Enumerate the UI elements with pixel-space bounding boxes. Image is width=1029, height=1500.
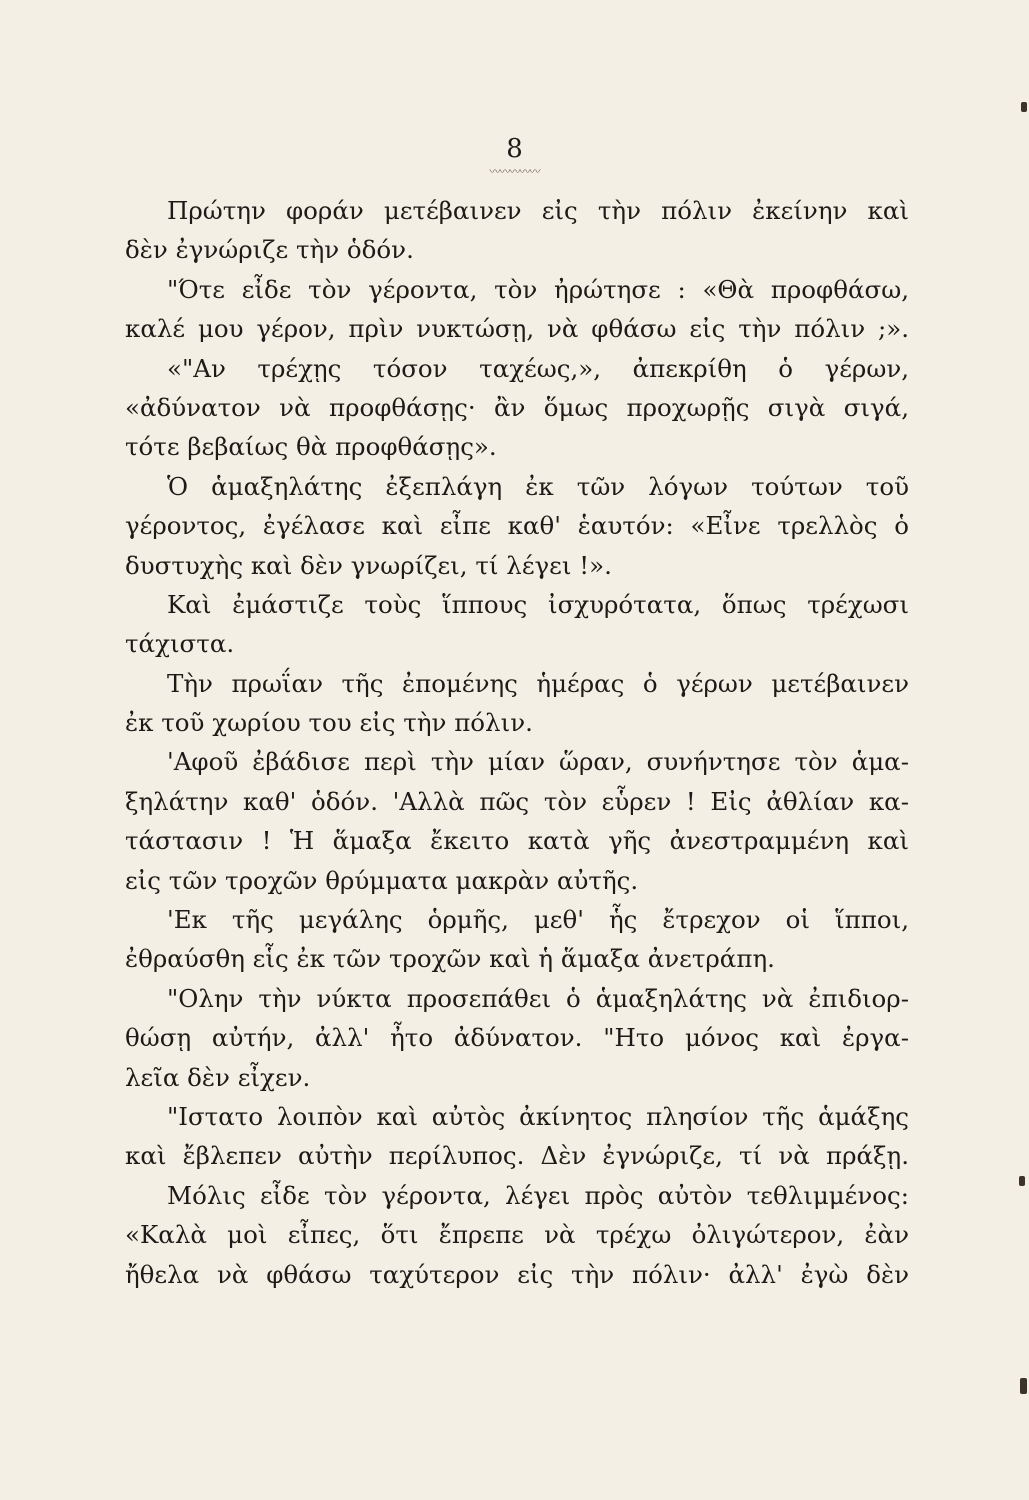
text-line: δὲν ἐγνώριζε τὴν ὁδόν. bbox=[125, 235, 414, 265]
text-line: Καὶ ἐμάστιζε τοὺς ἵππους ἰσχυρότατα, ὅπως τρέχωσι bbox=[167, 589, 909, 619]
text-line: καὶ ἔβλεπεν αὐτὴν περίλυπος. Δὲν ἐγνώριζε, τί νὰ πράξῃ. bbox=[125, 1141, 909, 1171]
text-line: Ὁ ἁμαξηλάτης ἐξεπλάγη ἐκ τῶν λόγων τούτων τοῦ bbox=[167, 471, 909, 501]
page-edge-mark bbox=[1021, 102, 1027, 112]
body-text bbox=[125, 191, 909, 1294]
page-edge-mark bbox=[1019, 1176, 1025, 1186]
page-number: 8 bbox=[506, 134, 523, 164]
text-line: ἐκ τοῦ χωρίου του εἰς τὴν πόλιν. bbox=[125, 708, 533, 738]
text-line: Τὴν πρωΐαν τῆς ἐπομένης ἡμέρας ὁ γέρων μετέβαινεν bbox=[167, 668, 909, 698]
text-line: ἤθελα νὰ φθάσω ταχύτερον εἰς τὴν πόλιν· ἀλλ' ἐγὼ δὲν bbox=[125, 1259, 909, 1289]
text-line: τάχιστα. bbox=[125, 629, 235, 659]
page-edge-mark bbox=[1020, 1378, 1027, 1394]
text-line: «Καλὰ μοὶ εἶπες, ὅτι ἔπρεπε νὰ τρέχω ὀλιγώτερον, ἐὰν bbox=[125, 1220, 909, 1250]
text-line: εἰς τῶν τροχῶν θρύμματα μακρὰν αὐτῆς. bbox=[125, 865, 639, 895]
text-line: «"Αν τρέχῃς τόσον ταχέως,», ἀπεκρίθη ὁ γέρων, bbox=[167, 353, 909, 383]
text-line: τότε βεβαίως θὰ προφθάσῃς». bbox=[125, 432, 497, 462]
text-line: "Ότε εἶδε τὸν γέροντα, τὸν ἠρώτησε : «Θὰ προφθάσω, bbox=[167, 274, 909, 304]
text-line: ξηλάτην καθ' ὁδόν. 'Αλλὰ πῶς τὸν εὗρεν ! Εἰς ἀθλίαν κα- bbox=[125, 786, 909, 816]
text-line: "Ιστατο λοιπὸν καὶ αὐτὸς ἀκίνητος πλησίον τῆς ἁμάξης bbox=[167, 1101, 909, 1131]
text-line: τάστασιν ! Ἡ ἅμαξα ἔκειτο κατὰ γῆς ἀνεστραμμένη καὶ bbox=[125, 826, 909, 856]
text-line: γέροντος, ἐγέλασε καὶ εἶπε καθ' ἑαυτόν: «Εἶνε τρελλὸς ὁ bbox=[125, 511, 909, 541]
page-number-ornament: 〰〰〰〰〰 bbox=[489, 165, 540, 178]
text-line: "Ολην τὴν νύκτα προσεπάθει ὁ ἁμαξηλάτης νὰ ἐπιδιορ- bbox=[167, 983, 909, 1013]
text-line: λεῖα δὲν εἶχεν. bbox=[125, 1062, 311, 1092]
text-line: Πρώτην φοράν μετέβαινεν εἰς τὴν πόλιν ἐκείνην καὶ bbox=[167, 196, 909, 225]
text-line: ἐθραύσθη εἷς ἐκ τῶν τροχῶν καὶ ἡ ἅμαξα ἀνετράπη. bbox=[125, 944, 775, 974]
text-line: καλέ μου γέρον, πρὶν νυκτώσῃ, νὰ φθάσω εἰς τὴν πόλιν ;». bbox=[125, 314, 909, 344]
text-line: Μόλις εἶδε τὸν γέροντα, λέγει πρὸς αὐτὸν τεθλιμμένος: bbox=[167, 1180, 909, 1210]
text-line: 'Εκ τῆς μεγάλης ὁρμῆς, μεθ' ἧς ἔτρεχον οἱ ἵπποι, bbox=[167, 905, 909, 935]
text-line: 'Αφοῦ ἐβάδισε περὶ τὴν μίαν ὥραν, συνήντησε τὸν ἁμα- bbox=[167, 747, 909, 777]
text-line: «ἀδύνατον νὰ προφθάσῃς· ἂν ὅμως προχωρῇς σιγὰ σιγά, bbox=[125, 392, 909, 422]
text-line: θώσῃ αὐτήν, ἀλλ' ἦτο ἀδύνατον. "Ητο μόνος καὶ ἐργα- bbox=[125, 1023, 909, 1053]
text-line: δυστυχὴς καὶ δὲν γνωρίζει, τί λέγει !». bbox=[125, 550, 612, 580]
